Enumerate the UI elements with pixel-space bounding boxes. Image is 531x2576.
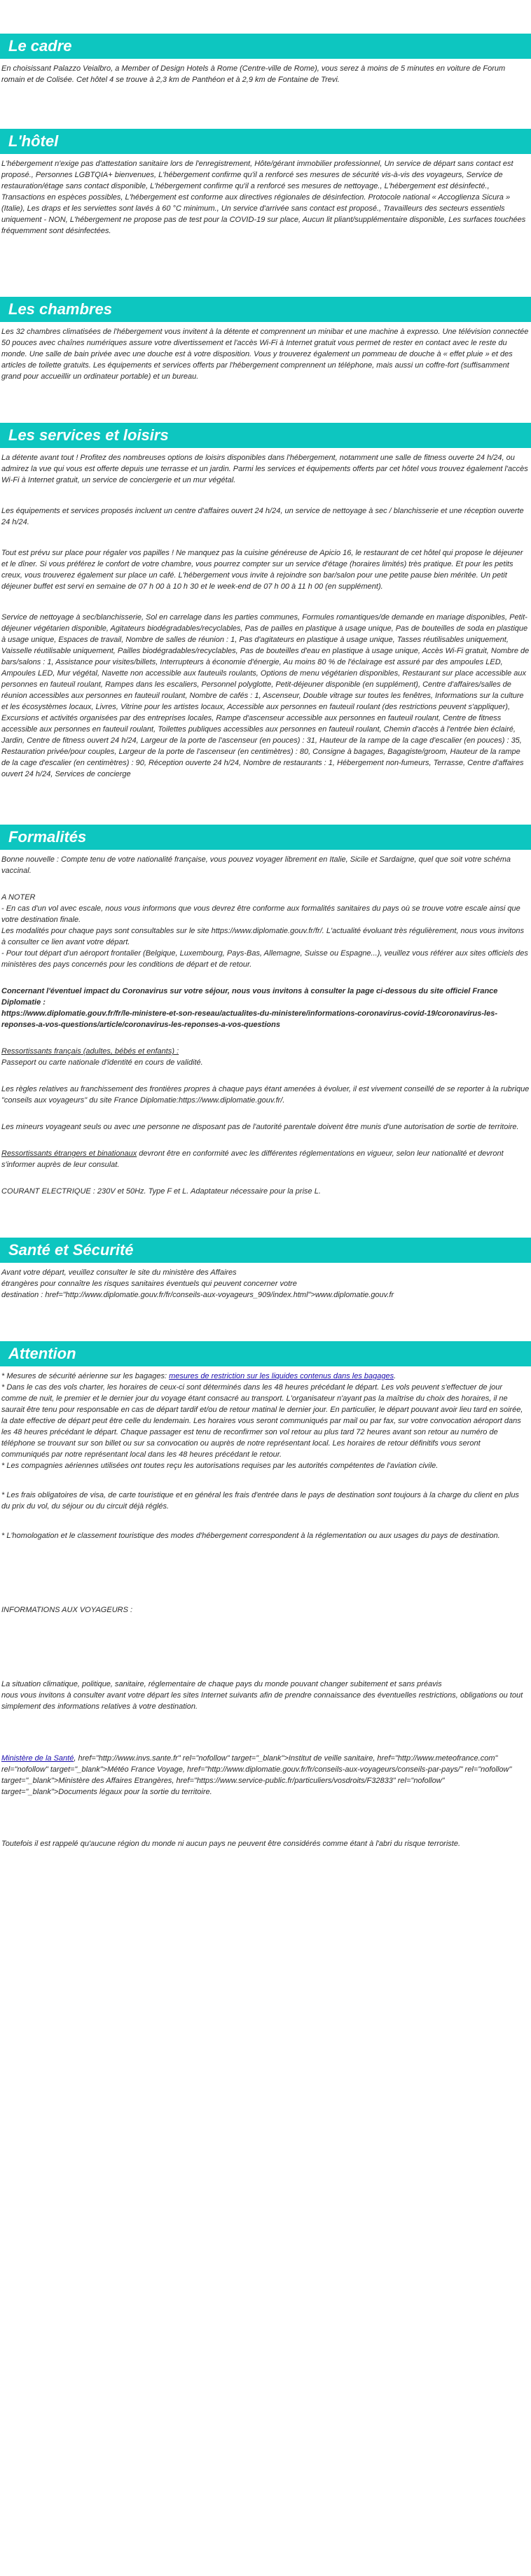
formalites-etrangers [1,1148,530,1170]
attention-situation: La situation climatique, politique, sanitaire, réglementaire de chaque pays du monde pouvant changer subitement et sans préavis nous vous invitons à consulter avant votre départ les sites Internet suivants afin de prendre connaissance des éventuelles restrictions, obligations ou tout simplement des informations relatives à votre destination. [1,1680,523,1711]
formalites-ressortissants-fr [1,1046,530,1068]
ressortissants-fr-text: Passeport ou carte nationale d'identité en cours de validité. [1,1058,203,1067]
formalites-a-noter: A NOTER - En cas d'un vol avec escale, nous vous informons que vous devrez être conforme aux formalités sanitaires du pays où se trouve votre escale ainsi que votre destination finale. Les modalités pour chaque pays sont consultables sur le site https://www.diplomatie.gouv.fr/fr/. L'actualité évoluant très régulièrement, nous vous invitons à consulter ce lien avant votre départ. - Pour tout départ d'un aéroport frontalier (Belgique, Luxembourg, Pays-Bas, Allemagne, Suisse ou Espagne...), veuillez vous référer aux sites officiels des ministères des pays concernés pour les conditions de départ et de retour. [1,893,528,969]
section-title-chambres: Les chambres [0,297,531,322]
services-paragraph: Les équipements et services proposés incluent un centre d'affaires ouvert 24 h/24, un service de nettoyage à sec / blanchisserie et une réception ouverte 24 h/24. [1,507,526,526]
section-body-attention [0,1366,531,1849]
etrangers-heading: Ressortissants étrangers et binationaux [1,1149,137,1158]
attention-links [1,1753,530,1798]
section-attention [0,1301,531,1849]
ministere-sante-link[interactable]: Ministère de la Santé [1,1754,74,1763]
section-body-formalites [0,850,531,1197]
section-services [0,382,531,780]
section-title-services: Les services et loisirs [0,423,531,448]
section-title-attention: Attention [0,1341,531,1366]
services-paragraph: La détente avant tout ! Profitez des nombreuses options de loisirs disponibles dans l'hébergement, notamment une salle de fitness ouverte 24 h/24, ou admirez la vue qui vous est offerte depuis une terrasse et un jardin. Parmi les services et équipements offerts par cet hôtel vous trouvez également l'accès Wi-Fi à Internet gratuit, un service de conciergerie et un mur végétal. [1,454,530,484]
etrangers-text: devront être en conformité avec les différentes réglementations en vigueur, selon leur nationalité et devront s'informer auprès de leur consulat. [1,1149,506,1169]
section-body-chambres [0,322,531,382]
section-title-cadre: Le cadre [0,34,531,59]
services-paragraph: Service de nettoyage à sec/blanchisserie, Sol en carrelage dans les parties communes, Formules romantiques/de demande en mariage disponibles, Petit-déjeuner végétarien disponible, Agitateurs biodégradables/recyclables, Pas de pailles en plastique à usage unique, Pas de bouteilles de soda en plastique à usage unique, Espaces de travail, Nombre de salles de réunion : 1, Pas d'agitateurs en plastique à usage unique, Tasses réutilisables uniquement, Vaisselle réutilisable uniquement, Pailles biodégradables/recyclables, Pas de bouteilles d'eau en plastique à usage unique, Accès Wi-Fi gratuit, Nombre de bars/salons : 1, Assistance pour visites/billets, Interrupteurs à économie d'énergie, Au moins 80 % de l'éclairage est assuré par des ampoules LED, Ampoules LED, Mur végétal, Navette non accessible aux fauteuils roulants, Options de menu végétarien disponibles, Restaurant sur place accessible aux personnes en fauteuil roulant, Rampes dans les escaliers, Personnel polyglotte, Petit-déjeuner disponible (en supplément), Centre d'affaires/salles de réunion accessibles aux personnes en fauteuil roulant, Nombre de cafés : 1, Ascenseur, Double vitrage sur toutes les fenêtres, Informations sur la culture et les écosystèmes locaux, Livres, Vitrine pour les artistes locaux, Accessible aux personnes en fauteuil roulant (des restrictions peuvent s'appliquer), Excursions et activités organisées par des entreprises locales, Rampe d'ascenseur accessible aux personnes en fauteuil roulant, Centre de fitness accessible aux personnes en fauteuil roulant, Toilettes publiques accessibles aux personnes en fauteuil roulant, Chemin d'accès à l'entrée bien éclairé, Jardin, Centre de fitness ouvert 24 h/24, Largeur de la porte de l'ascenseur (en pouces) : 31, Hauteur de la rampe de la cage d'escalier (en pouces) : 35, Restauration privée/pour couples, Largeur de la porte de l'ascenseur (en centimètres) : 80, Consigne à bagages, Bagagiste/groom, Hauteur de la rampe de la cage d'escalier (en centimètres) : 90, Réception ouverte 24 h/24, Nombre de restaurants : 1, Hébergement non-fumeurs, Terrasse, Centre d'affaires ouvert 24 h/24, Services de concierge [1,613,530,778]
formalites-regles: Les règles relatives au franchissement des frontières propres à chaque pays étant amenées à évoluer, il est vivement conseillé de se reporter à la rubrique "conseils aux voyageurs" du site France Diplomatie:https://www.diplomatie.gouv.fr/. [1,1085,530,1105]
section-title-hotel: L'hôtel [0,129,531,154]
formalites-coronavirus: Concernant l'éventuel impact du Coronavirus sur votre séjour, nous vous invitons à consulter la page ci-dessous du site officiel France Diplomatie : https://www.diplomatie.gouv.fr/fr/le-ministere-et-son-reseau/actualites-du-ministere/informations-coronavirus-covid-19/coronavirus-les-reponses-a-vos-questions/article/coronavirus-les-reponses-a-vos-questions [1,987,498,1029]
attention-info-heading: INFORMATIONS AUX VOYAGEURS : [1,1606,133,1614]
mesures-prefix: * Mesures de sécurité aérienne sur les bagages: [1,1372,170,1380]
formalites-intro: Bonne nouvelle : Compte tenu de votre nationalité française, vous pouvez voyager librement en Italie, Sicile et Sardaigne, quel que soit votre schéma vaccinal. [1,855,513,875]
section-cadre [0,0,531,85]
attention-terror: Toutefois il est rappelé qu'aucune région du monde ni aucun pays ne peuvent être considérés comme étant à l'abri du risque terroriste. [1,1840,461,1848]
attention-taxes: * Les frais obligatoires de visa, de carte touristique et en général les frais d'entrée dans le pays de destination sont toujours à la charge du client en plus du prix du vol, du séjour ou du circuit déjà réglés. [1,1491,521,1511]
section-title-sante: Santé et Sécurité [0,1238,531,1263]
sante-text: Avant votre départ, veuillez consulter le site du ministère des Affaires étrangères pour connaître les risques sanitaires éventuels qui peuvent concerner votre destination : href="http://www.diplomatie.gouv.fr/fr/conseils-aux-voyageurs_909/index.html">www.diplomatie.gouv.fr [1,1268,394,1299]
formalites-courant: COURANT ELECTRIQUE : 230V et 50Hz. Type F et L. Adaptateur nécessaire pour la prise L. [1,1187,321,1196]
ressortissants-fr-heading: Ressortissants français (adultes, bébés et enfants) : [1,1047,179,1056]
mesures-suffix: . [394,1372,396,1380]
attention-mesures [1,1371,530,1382]
formalites-mineurs: Les mineurs voyageant seuls ou avec une personne ne disposant pas de l'autorité parentale doivent être munis d'une autorisation de sortie de territoire. [1,1123,519,1131]
mesures-restriction-link[interactable]: mesures de restriction sur les liquides contenus dans les bagages [169,1372,394,1380]
section-title-formalites: Formalités [0,825,531,850]
section-formalites [0,780,531,1197]
section-body-sante [0,1263,531,1301]
section-sante [0,1197,531,1301]
section-chambres [0,237,531,382]
section-body-hotel [0,154,531,237]
attention-homologation: * L'homologation et le classement touristique des modes d'hébergement correspondent à la réglementation ou aux usages du pays de destination. [1,1532,500,1540]
section-body-services [0,448,531,780]
section-hotel [0,85,531,237]
services-paragraph: Tout est prévu sur place pour régaler vos papilles ! Ne manquez pas la cuisine généreuse de Apicio 16, le restaurant de cet hôtel qui propose le déjeuner et le dîner. Si vous préférez le confort de votre chambre, vous pourrez compter sur un service d'étage (horaires limités) très pratique. Et pour les petits creux, vous trouverez également sur place un café. L'hébergement vous invite à rejoindre son bar/salon pour une petite pause bien méritée. Un petit déjeuner buffet est servi en semaine de 07 h 00 à 10 h 30 et le week-end de 07 h 00 à 11 h 00 (en supplément). [1,549,525,591]
chambres-text: Les 32 chambres climatisées de l'hébergement vous invitent à la détente et comprennent un minibar et une machine à expresso. Une télévision connectée 50 pouces avec chaînes numériques assure votre divertissement et l'accès Wi-Fi à Internet gratuit vous permet de rester en contact avec le reste du monde. Une salle de bain privée avec une douche est à votre disposition. Vous y trouverez également un pommeau de douche à « effet pluie » et des articles de toilette gratuits. Les équipements et services offerts par l'hébergement comprennent un téléphone, mais aussi un coffre-fort (suffisamment grand pour accueillir un ordinateur portable) et un bureau. [1,328,531,381]
attention-links-rest: , href="http://www.invs.sante.fr" rel="nofollow" target="_blank">Institut de veille sanitaire, href="http://www.meteofrance.com" rel="nofollow" target="_blank">Météo France Voyage, href="http://www.diplomatie.gouv.fr/fr/conseils-aux-voyageurs/conseils-par-pays/" rel="nofollow" target="_blank">Ministère des Affaires Etrangères, href="https://www.service-public.fr/particuliers/vosdroits/F32833" rel="nofollow" target="_blank">Documents légaux pour la sortie du territoire. [1,1754,514,1796]
cadre-text: En choisissant Palazzo Veialbro, a Member of Design Hotels à Rome (Centre-ville de Rome), vous serez à moins de 5 minutes en voiture de Forum romain et de Colisée. Cet hôtel 4 se trouve à 2,3 km de Panthéon et à 2,9 km de Fontaine de Trevi. [1,64,508,84]
section-body-cadre [0,59,531,85]
attention-charter: * Dans le cas des vols charter, les horaires de ceux-ci sont déterminés dans les 48 heures précédant le départ. Les vols peuvent s'effectuer de jour comme de nuit, le premier et le dernier jour du voyage étant consacré au transport. L'organisateur n'ayant pas la maîtrise du choix des horaires, il ne saurait être tenu pour responsable en cas de départ tardif et/ou de retour matinal le dernier jour. En particulier, le départ pouvant avoir lieu tard en soirée, la date effective de départ peut être celle du lendemain. Les horaires vous seront communiqués par mail ou par fax, sur votre convocation aéroport dans les 48 heures précédant le départ. Chaque passager est tenu de reconfirmer son vol retour au plus tard 72 heures avant son retour au numéro de téléphone se trouvant sur son billet ou sur sa convocation ou auprès de notre représentant local. Les horaires de retour définitifs vous seront communiqués par notre représentant local dans les 48 heures précédant le retour. * Les compagnies aériennes utilisées ont toutes reçu les autorisations requises par les autorités compétentes de l'aviation civile. [1,1383,523,1470]
hotel-text: L'hébergement n'exige pas d'attestation sanitaire lors de l'enregistrement, Hôte/gérant immobilier professionnel, Un service de départ sans contact est proposé., Personnes LGBTQIA+ bienvenues, L'hébergement confirme qu'il a renforcé ses mesures de sécurité vis-à-vis des voyageurs, Service de restauration/étage sans contact disponible, L'hébergement confirme qu'il a renforcé ses mesures de nettoyage., L'hébergement est désinfecté., Transactions en espèces possibles, L'hébergement est conforme aux directives régionales de désinfection. Protocole national « Accoglienza Sicura » (Italie), Les draps et les serviettes sont lavés à 60 °C minimum., Un service d'arrivée sans contact est proposé., Travailleurs des secteurs essentiels uniquement - NON, L'hébergement ne propose pas de test pour la COVID-19 sur place, Aucun lit pliant/supplémentaire disponible, Les surfaces touchées fréquemment sont désinfectées. [1,160,528,235]
